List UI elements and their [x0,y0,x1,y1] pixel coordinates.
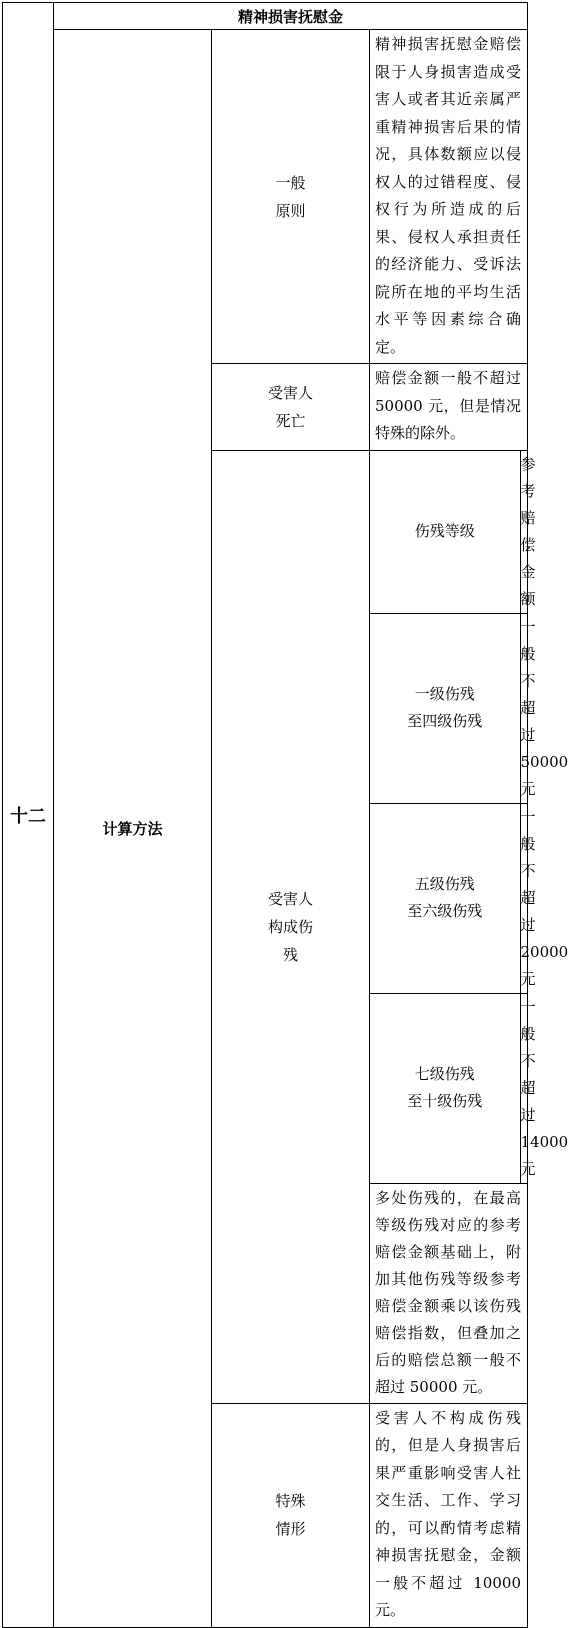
amount-cell: 一般不超过 14000 元 [520,993,527,1183]
grade-cell: 七级伤残 至十级伤残 [370,993,520,1183]
special-case-label: 特殊 情形 [212,1403,370,1627]
section-title: 精神损害抚慰金 [54,3,528,30]
table-row [370,613,527,803]
disability-grade-table [370,451,568,1403]
compensation-table [2,2,568,1628]
method-label: 计算方法 [54,30,212,1628]
section-number: 十二 [3,3,54,1628]
table-row [370,803,527,993]
special-case-text: 受害人不构成伤残的，但是人身损害后果严重影响受害人社交生活、工作、学习的，可以酌情考虑精神损害抚慰金，金额一般不超过 10000 元。 [370,1403,528,1627]
grade-column-header: 伤残等级 [370,451,520,614]
general-principle-label: 一般 原则 [212,30,370,364]
grade-cell: 五级伤残 至六级伤残 [370,803,520,993]
disability-label: 受害人 构成伤 残 [212,450,370,1403]
disability-cell [370,450,568,1403]
amount-column-header: 参考赔偿金额 [520,451,527,614]
death-label: 受害人 死亡 [212,364,370,451]
amount-cell: 一般不超过 20000 元 [520,803,527,993]
general-principle-text: 精神损害抚慰金赔偿限于人身损害造成受害人或者其近亲属严重精神损害后果的情况，具体数额应以侵权人的过错程度、侵权行为所造成的后果、侵权人承担责任的经济能力、受诉法院所在地的平均生活水平等因素综合确定。 [370,30,528,364]
grade-cell: 一级伤残 至四级伤残 [370,613,520,803]
multiple-disability-note: 多处伤残的，在最高等级伤残对应的参考赔偿金额基础上，附加其他伤残等级参考赔偿金额乘以该伤残赔偿指数，但叠加之后的赔偿总额一般不超过 50000 元。 [370,1183,527,1403]
death-text: 赔偿金额一般不超过 50000 元，但是情况特殊的除外。 [370,364,528,451]
table-row [370,993,527,1183]
amount-cell: 一般不超过 50000 元 [520,613,527,803]
